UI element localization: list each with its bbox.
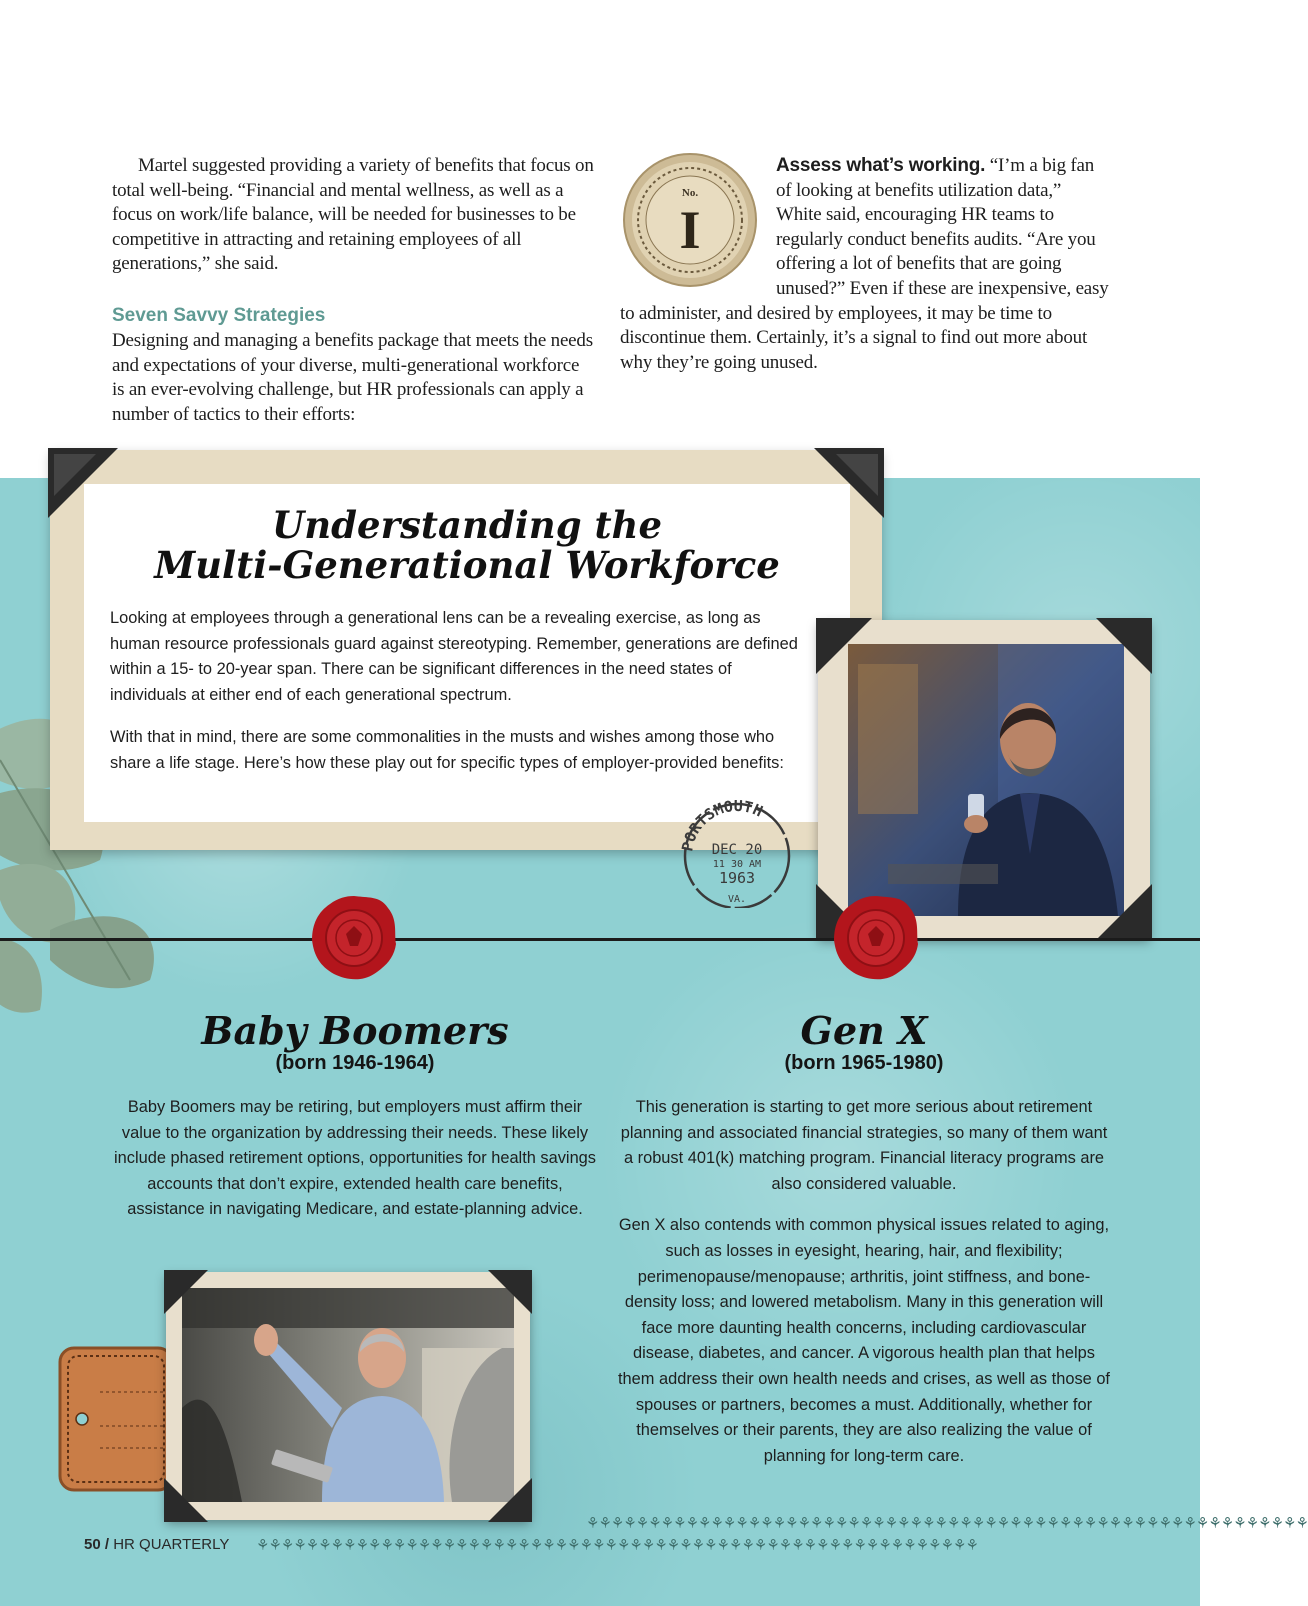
feature-intro-text: [110, 606, 810, 794]
fleur-ornament-border: ⚘⚘⚘⚘⚘⚘⚘⚘⚘⚘⚘⚘⚘⚘⚘⚘⚘⚘⚘⚘⚘⚘⚘⚘⚘⚘⚘⚘⚘⚘⚘⚘⚘⚘⚘⚘⚘⚘⚘⚘⚘⚘⚘⚘⚘⚘⚘⚘⚘⚘⚘⚘⚘⚘⚘⚘⚘⚘: [256, 1536, 978, 1554]
feature-title: [84, 505, 850, 585]
postmark-stamp: [678, 796, 796, 908]
leather-tag-icon: [56, 1344, 176, 1494]
photo-corner-icon: [1096, 618, 1152, 674]
strategy1-lead: Assess what’s working.: [776, 155, 986, 176]
feature-paragraph-2: With that in mind, there are some commonalities in the musts and wishes among those who share a life stage. Here’s how these play out for specific types of employer-provided benefits:: [110, 728, 784, 772]
gen-x-paragraph-1: This generation is starting to get more serious about retirement planning and associated financial strategies, so many of them want a robust 401(k) matching program. Financial literacy programs are also considered valuable.: [620, 1098, 1108, 1193]
baby-boomers-born: (born 1946-1964): [275, 1052, 435, 1074]
baby-boomers-section: [110, 1010, 600, 1239]
seal-label: No.: [681, 187, 699, 199]
strategies-paragraph: Designing and managing a benefits package that meets the needs and expectations of your diverse, multi-generational workforce is an ever-evolving challenge, but HR professionals can apply a number of tactics to their efforts:: [112, 329, 593, 425]
footer-separator: /: [104, 1536, 110, 1553]
wax-seal-icon: [832, 894, 920, 982]
photo-corner-icon: [488, 1270, 532, 1314]
gen-x-born: (born 1965-1980): [784, 1052, 944, 1074]
seal-number: I: [679, 200, 701, 260]
feature-paragraph-1: Looking at employees through a generational lens can be a revealing exercise, as long as human resource professionals guard against stereotyping. Remember, generations are defined within a 15- to 20-year span. There can be significant differences in the need states of individuals at either end of each generational spectrum.: [110, 609, 798, 704]
presenter-photo: [182, 1288, 514, 1502]
postmark-year: 1963: [718, 869, 756, 887]
number-one-seal-icon: [622, 152, 758, 288]
baby-boomers-paragraph: Baby Boomers may be retiring, but employers must affirm their value to the organization by addressing their needs. These likely include phased retirement options, opportunities for health savings accounts that don’t expire, extended health care benefits, assistance in navigating Medicare, and estate-planning advice.: [114, 1098, 596, 1219]
wax-seal-icon: [310, 894, 398, 982]
photo-corner-icon: [816, 618, 872, 674]
postmark-time: 11 30 AM: [712, 859, 762, 870]
page-number: 50: [84, 1536, 101, 1553]
gen-x-paragraph-2: Gen X also contends with common physical issues related to aging, such as losses in eyesight, hearing, hair, and flexibility; perimenopause/menopause; arthritis, joint stiffness, and bone-density loss; and lowered metabolism. Many in this generation will face more daunting health concerns, including cardiovascular disease, diabetes, and cancer. A vigorous health plan that helps them address their own health needs and crises, as well as those of spouses or partners, becomes a must. Additionally, whether for themselves or their parents, they are also realizing the value of planning for long-term care.: [618, 1216, 1110, 1465]
photo-corner-icon: [488, 1478, 532, 1522]
publication-name: HR QUARTERLY: [113, 1536, 230, 1553]
article-right-column: [620, 154, 1110, 375]
postmark-date: DEC 20: [711, 842, 763, 858]
strategy1-text: “I’m a big fan of looking at benefits utilization data,” White said, encouraging HR teams to regularly conduct benefits audits. “Are you offering a lot of benefits that are going unused?” Even if these are inexpensive, easy to administer, and desired by employees, it may be time to discontinue them. Certainly, it’s a signal to find out more about why they’re going unused.: [620, 155, 1109, 373]
feature-title-line-1: Understanding the: [272, 503, 662, 547]
gen-x-section: [616, 1010, 1112, 1485]
section-subhead: Seven Savvy Strategies: [112, 304, 326, 326]
feature-title-line-2: Multi-Generational Workforce: [154, 543, 780, 587]
postmark-state: VA.: [727, 894, 747, 905]
photo-corner-icon: [164, 1478, 208, 1522]
intro-paragraph: Martel suggested providing a variety of benefits that focus on total well-being. “Financial and mental wellness, as well as a focus on work/life balance, will be needed for businesses to be competitive in attracting and retaining employees of all generations,” she said.: [112, 155, 594, 275]
fleur-ornament-border: ⚘⚘⚘⚘⚘⚘⚘⚘⚘⚘⚘⚘⚘⚘⚘⚘⚘⚘⚘⚘⚘⚘⚘⚘⚘⚘⚘⚘⚘⚘⚘⚘⚘⚘⚘⚘⚘⚘⚘⚘⚘⚘⚘⚘⚘⚘⚘⚘⚘⚘⚘⚘⚘⚘⚘⚘⚘⚘: [586, 1514, 1308, 1532]
photo-corner-icon: [164, 1270, 208, 1314]
article-left-column: [112, 154, 594, 427]
postmark-city: PORTSMOUTH: [678, 796, 766, 853]
businessman-photo: [848, 644, 1124, 916]
page-footer: [84, 1536, 229, 1553]
photo-corner-icon: [1096, 884, 1152, 940]
gen-x-title: Gen X: [800, 1008, 928, 1053]
baby-boomers-title: Baby Boomers: [201, 1008, 509, 1053]
divider-line: [0, 938, 1200, 941]
